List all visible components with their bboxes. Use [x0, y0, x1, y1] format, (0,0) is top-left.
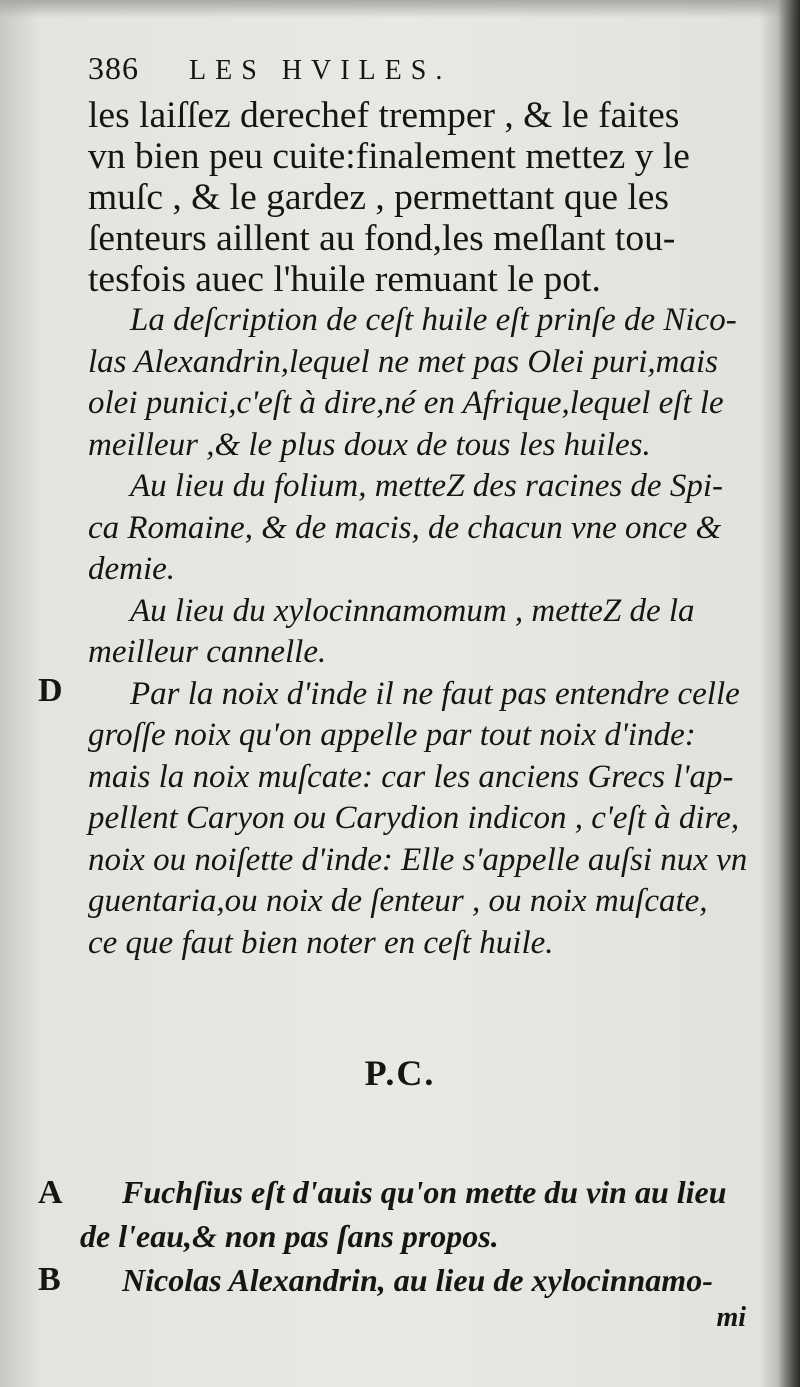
page-top-shadow [0, 0, 800, 18]
margin-marker-a: A [38, 1174, 63, 1211]
main-text [88, 95, 758, 964]
text-line: noix ou noiſette d'inde: Elle s'appelle auſsi nux vn [88, 841, 748, 878]
section-title: P.C. [364, 1053, 436, 1093]
text-line: Au lieu du folium, metteZ des racines de Spi- [130, 468, 723, 504]
text-line: meilleur cannelle. [88, 634, 327, 670]
text-line: meilleur ,& le plus doux de tous les huiles. [88, 426, 651, 463]
note-line: de l'eau,& non pas ſans propos. [80, 1218, 499, 1254]
paragraph-2 [88, 300, 758, 466]
text-line: mais la noix muſcate: car les anciens Grecs l'ap- [88, 758, 734, 795]
text-line: demie. [88, 551, 176, 587]
margin-marker-b: B [38, 1261, 61, 1298]
paragraph-1 [88, 95, 758, 300]
text-line: groſſe noix qu'on appelle par tout noix d'inde: [88, 717, 696, 753]
text-line: Au lieu du xylocinnamomum , metteZ de la [130, 592, 695, 629]
text-line: ce que faut bien noter en ceſt huile. [88, 924, 554, 961]
page-gutter-shadow [778, 0, 800, 1387]
text-line: ſenteurs aillent au fond,les meſlant tou- [88, 218, 676, 259]
text-line: Par la noix d'inde il ne faut pas entendre celle [130, 675, 740, 712]
annotations [80, 1170, 770, 1302]
text-line: La deſcription de ceſt huile eſt prinſe de Nico- [130, 302, 737, 338]
text-line: las Alexandrin,lequel ne met pas Olei puri,mais [88, 343, 718, 380]
note-line: Fuchſius eſt d'auis qu'on mette du vin au lieu [122, 1174, 727, 1210]
note-line: Nicolas Alexandrin, au lieu de xylocinnamo- [122, 1262, 713, 1298]
running-title: LES HVILES. [189, 55, 452, 86]
margin-marker-d: D [38, 672, 63, 709]
text-line: ca Romaine, & de macis, de chacun vne once & [88, 509, 722, 546]
paragraph-4 [88, 591, 758, 674]
text-line: les laiſſez derechef tremper , & le faites [88, 95, 680, 136]
page-number: 386 [88, 50, 139, 86]
text-line: tesfois auec l'huile remuant le pot. [88, 259, 601, 300]
catchword: mi [716, 1302, 746, 1333]
running-header [88, 50, 608, 87]
text-line: pellent Caryon ou Carydion indicon , c'eſt à dire, [88, 800, 740, 836]
text-line: olei punici,c'eſt à dire,né en Afrique,lequel eſt le [88, 385, 724, 421]
text-line: vn bien peu cuite:finalement mettez y le [88, 136, 690, 177]
text-line: muſc , & le gardez , permettant que les [88, 177, 670, 218]
text-line: guentaria,ou noix de ſenteur , ou noix muſcate, [88, 883, 708, 919]
paragraph-5 [88, 674, 758, 965]
paragraph-3 [88, 466, 758, 591]
